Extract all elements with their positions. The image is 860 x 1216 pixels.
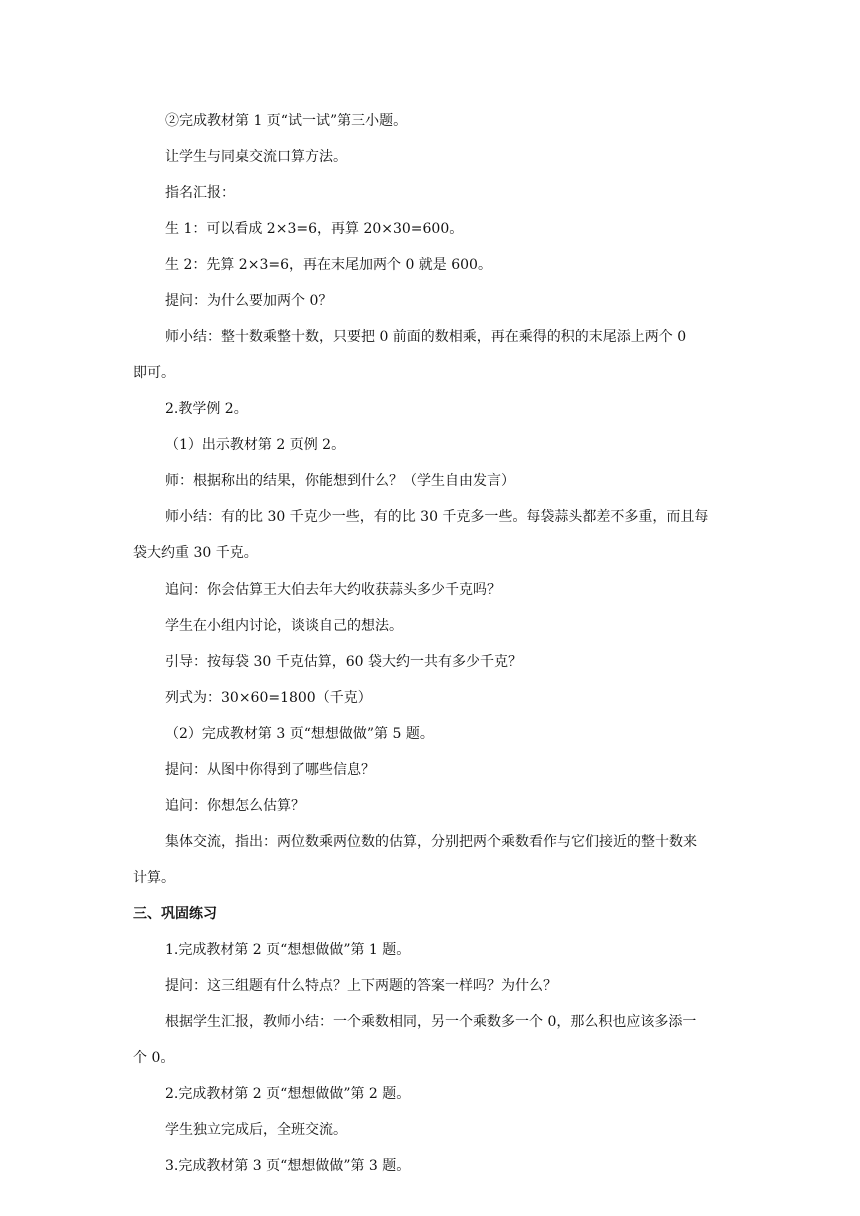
text-line: 即可。 xyxy=(133,365,175,381)
text-line: 集体交流，指出：两位数乘两位数的估算，分别把两个乘数看作与它们接近的整十数来 xyxy=(165,834,697,850)
text-line: 提问：从图中你得到了哪些信息？ xyxy=(165,762,375,778)
text-line: 1.完成教材第 2 页“想想做做”第 1 题。 xyxy=(165,942,411,958)
text-line: 生 1：可以看成 2×3=6，再算 20×30=600。 xyxy=(165,221,464,237)
text-line: 提问：这三组题有什么特点？上下两题的答案一样吗？为什么？ xyxy=(165,978,557,994)
text-line: （1）出示教材第 2 页例 2。 xyxy=(165,437,346,453)
text-line: 引导：按每袋 30 千克估算，60 袋大约一共有多少千克？ xyxy=(165,654,522,670)
section-heading: 三、巩固练习 xyxy=(133,906,217,922)
text-line: 个 0。 xyxy=(133,1050,175,1066)
text-line: ②完成教材第 1 页“试一试”第三小题。 xyxy=(165,113,408,129)
text-line: 根据学生汇报，教师小结：一个乘数相同，另一个乘数多一个 0，那么积也应该多添一 xyxy=(165,1014,697,1030)
text-line: 列式为：30×60=1800（千克） xyxy=(165,690,372,706)
text-line: 师小结：有的比 30 千克少一些，有的比 30 千克多一些。每袋蒜头都差不多重，而且每 xyxy=(165,509,709,525)
text-line: 让学生与同桌交流口算方法。 xyxy=(165,149,347,165)
text-line: 3.完成教材第 3 页“想想做做”第 3 题。 xyxy=(165,1158,411,1174)
text-line: （2）完成教材第 3 页“想想做做”第 5 题。 xyxy=(165,726,434,742)
text-line: 2.教学例 2。 xyxy=(165,401,248,417)
text-line: 追问：你想怎么估算？ xyxy=(165,798,305,814)
text-line: 袋大约重 30 千克。 xyxy=(133,545,258,561)
text-line: 提问：为什么要加两个 0？ xyxy=(165,293,333,309)
text-line: 指名汇报： xyxy=(165,185,235,201)
text-line: 追问：你会估算王大伯去年大约收获蒜头多少千克吗？ xyxy=(165,582,501,598)
text-line: 师小结：整十数乘整十数，只要把 0 前面的数相乘，再在乘得的积的末尾添上两个 0 xyxy=(165,329,687,345)
text-line: 学生独立完成后，全班交流。 xyxy=(165,1122,347,1138)
text-line: 2.完成教材第 2 页“想想做做”第 2 题。 xyxy=(165,1086,411,1102)
text-line: 生 2：先算 2×3=6，再在末尾加两个 0 就是 600。 xyxy=(165,257,492,273)
text-line: 师：根据称出的结果，你能想到什么？（学生自由发言） xyxy=(165,473,515,489)
text-line: 计算。 xyxy=(133,870,175,886)
text-line: 学生在小组内讨论，谈谈自己的想法。 xyxy=(165,618,403,634)
